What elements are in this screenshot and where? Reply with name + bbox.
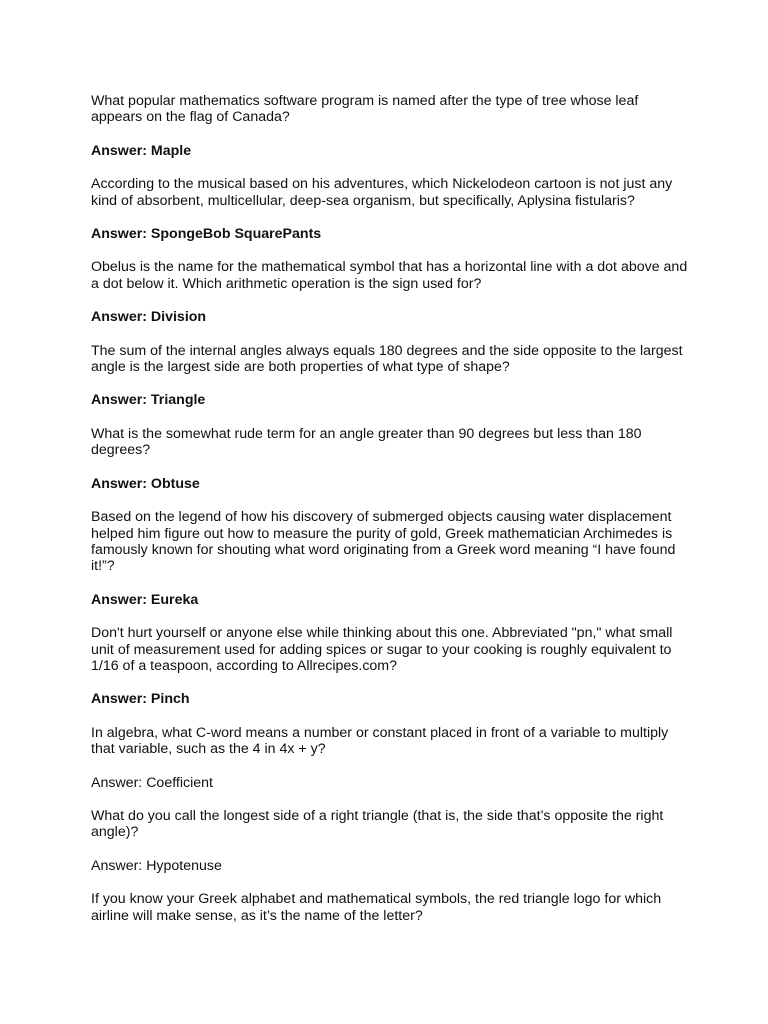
question-text: In algebra, what C-word means a number or constant placed in front of a variable to multiply that variable, such as the 4 in 4x + y? — [91, 724, 669, 758]
qa-item — [91, 259, 691, 325]
question-text: Don't hurt yourself or anyone else while thinking about this one. Abbreviated "pn," what small unit of measurement used for adding spices or sugar to your cooking is roughly equivalent to 1/16 of a teaspoon, according to Allrecipes.com? — [91, 625, 673, 674]
answer-text: Answer: Hypotenuse — [91, 857, 222, 874]
qa-item — [91, 176, 691, 242]
qa-item — [91, 625, 691, 708]
answer-text: Answer: Triangle — [91, 392, 206, 409]
answer-text: Answer: Division — [91, 309, 207, 326]
question-text: Based on the legend of how his discovery of submerged objects causing water displacement helped him figure out how to measure the purity of gold, Greek mathematician Archimedes is famously known for shouting what word originating from a Greek word meaning “I have found it!”? — [91, 509, 676, 575]
qa-item — [91, 891, 691, 924]
question-text: The sum of the internal angles always equals 180 degrees and the side opposite to the largest angle is the largest side are both properties of what type of shape? — [91, 342, 683, 376]
question-text: If you know your Greek alphabet and mathematical symbols, the red triangle logo for which airline will make sense, as it’s the name of the letter? — [91, 891, 662, 924]
answer-text: Answer: Coefficient — [91, 774, 213, 791]
qa-item — [91, 93, 691, 159]
qa-item — [91, 725, 691, 791]
answer-text: Answer: Pinch — [91, 691, 190, 708]
question-text: Obelus is the name for the mathematical symbol that has a horizontal line with a dot above and a dot below it. Which arithmetic operation is the sign used for? — [91, 259, 688, 292]
qa-item — [91, 426, 691, 492]
answer-text: Answer: SpongeBob SquarePants — [91, 226, 322, 243]
question-text: What do you call the longest side of a right triangle (that is, the side that’s opposite the right angle)? — [91, 807, 664, 841]
answer-text: Answer: Maple — [91, 142, 192, 159]
question-text: According to the musical based on his adventures, which Nickelodeon cartoon is not just any kind of absorbent, multicellular, deep-sea organism, but specifically, Aplysina fistularis? — [91, 176, 673, 209]
qa-item — [91, 509, 691, 608]
question-text: What popular mathematics software program is named after the type of tree whose leaf appears on the flag of Canada? — [91, 93, 639, 126]
answer-text: Answer: Eureka — [91, 591, 199, 608]
answer-text: Answer: Obtuse — [91, 475, 200, 492]
document-page — [91, 93, 691, 941]
qa-item — [91, 343, 691, 409]
question-text: What is the somewhat rude term for an angle greater than 90 degrees but less than 180 degrees? — [91, 425, 642, 459]
qa-item — [91, 808, 691, 874]
